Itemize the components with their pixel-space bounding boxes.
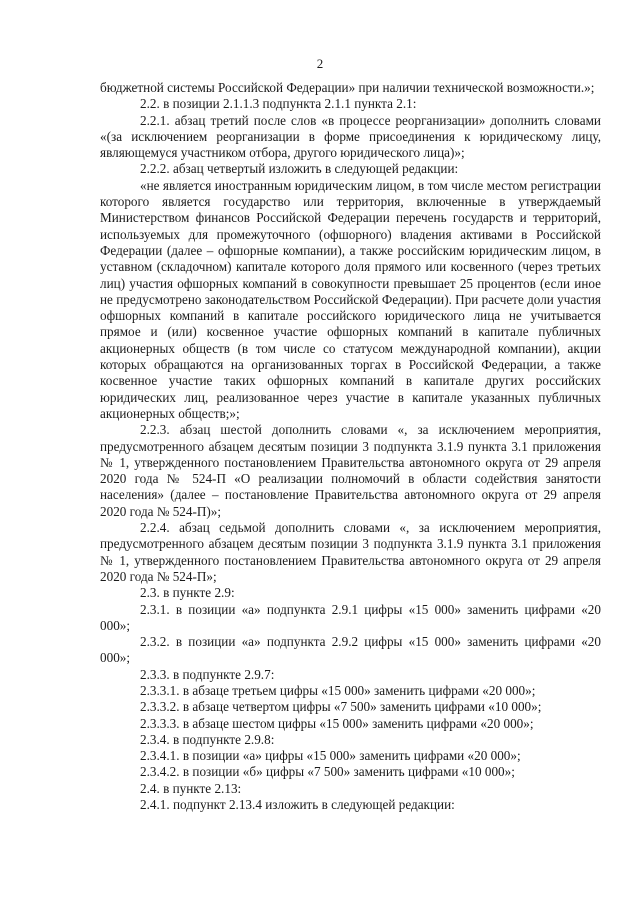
paragraph-continuation: бюджетной системы Российской Федерации» при наличии технической возможности.»; <box>100 80 595 95</box>
paragraph-2-2: 2.2. в позиции 2.1.1.3 подпункта 2.1.1 пункта 2.1: <box>140 96 417 112</box>
paragraph-2-2-3: 2.2.3. абзац шестой дополнить словами «, за исключением мероприятия, предусмотренного абзацем десятым позиции 3 подпункта 3.1.9 пункта 3.1 приложения № 1, утвержденного постановлением Правительства автономного округа от 29 апреля 2020 года № 524-П «О реализации полномочий в области содействия занятости населения» (далее – постановление Правительства автономного округа от 29 апреля 2020 года № 524-П)»; <box>100 422 601 519</box>
paragraph-2-3: 2.3. в пункте 2.9: <box>140 585 235 601</box>
paragraph-2-3-2: 2.3.2. в позиции «а» подпункта 2.9.2 цифры «15 000» заменить цифрами «20 000»; <box>100 634 601 666</box>
paragraph-2-3-4: 2.3.4. в подпункте 2.9.8: <box>140 731 275 747</box>
paragraph-2-2-1: 2.2.1. абзац третий после слов «в процессе реорганизации» дополнить словами «(за исключением реорганизации в форме присоединения к юридическому лицу, являющемуся участником отбора, другого юридического лица)»; <box>100 112 601 161</box>
document-body <box>100 80 601 813</box>
paragraph-2-3-3-1: 2.3.3.1. в абзаце третьем цифры «15 000» заменить цифрами «20 000»; <box>140 682 536 698</box>
paragraph-2-3-4-1: 2.3.4.1. в позиции «а» цифры «15 000» заменить цифрами «20 000»; <box>140 748 521 764</box>
page-number: 2 <box>316 56 324 71</box>
paragraph-2-4: 2.4. в пункте 2.13: <box>140 780 242 796</box>
paragraph-2-2-2: 2.2.2. абзац четвертый изложить в следующей редакции: <box>140 161 459 177</box>
paragraph-2-3-1: 2.3.1. в позиции «а» подпункта 2.9.1 цифры «15 000» заменить цифрами «20 000»; <box>100 601 601 633</box>
paragraph-quoted-text: «не является иностранным юридическим лицом, в том числе местом регистрации которого является государство или территория, включенные в утверждаемый Министерством финансов Российской Федерации перечень государств и территорий, используемых для промежуточного (офшорного) владения активами в Российской Федерации (далее – офшорные компании), а также российским юридическим лицом, в уставном (складочном) капитале которого доля прямого или косвенного (через третьих лиц) участия офшорных компаний в совокупности превышает 25 процентов (если иное не предусмотрено законодательством Российской Федерации). При расчете доли участия офшорных компаний в капитале российского юридического лица не учитывается прямое и (или) косвенное участие офшорных компаний в капитале публичных акционерных обществ (в том числе со статусом международной компании), акции которых обращаются на организованных торгах в Российской Федерации, а также косвенное участие таких офшорных компаний в капитале других российских юридических лиц, реализованное через участие в капитале указанных публичных акционерных обществ;»; <box>100 177 601 421</box>
paragraph-2-4-1: 2.4.1. подпункт 2.13.4 изложить в следующей редакции: <box>140 797 455 813</box>
paragraph-2-3-4-2: 2.3.4.2. в позиции «б» цифры «7 500» заменить цифрами «10 000»; <box>140 764 515 780</box>
paragraph-2-3-3-3: 2.3.3.3. в абзаце шестом цифры «15 000» заменить цифрами «20 000»; <box>140 715 534 731</box>
paragraph-2-3-3: 2.3.3. в подпункте 2.9.7: <box>140 666 275 682</box>
paragraph-2-2-4: 2.2.4. абзац седьмой дополнить словами «, за исключением мероприятия, предусмотренного абзацем десятым позиции 3 подпункта 3.1.9 пункта 3.1 приложения № 1, утвержденного постановлением Правительства автономного округа от 29 апреля 2020 года № 524-П»; <box>100 520 601 584</box>
paragraph-2-3-3-2: 2.3.3.2. в абзаце четвертом цифры «7 500» заменить цифрами «10 000»; <box>140 699 542 715</box>
